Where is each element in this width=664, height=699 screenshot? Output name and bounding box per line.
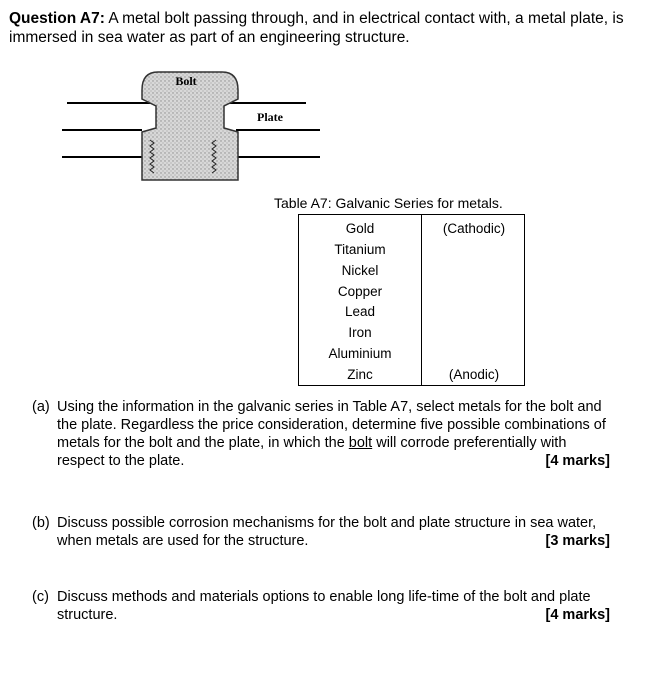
bolt bbox=[142, 72, 238, 180]
metal-row: Nickel bbox=[341, 263, 379, 278]
metal-row: Titanium bbox=[334, 242, 386, 257]
table-divider bbox=[421, 215, 422, 385]
metal-row: Copper bbox=[337, 284, 383, 299]
part-b-marks: [3 marks] bbox=[545, 533, 610, 549]
part-b-text: Discuss possible corrosion mechanisms for the bolt and plate structure in sea water, when metals are used for the structure. bbox=[57, 515, 597, 549]
metal-row: Zinc bbox=[347, 367, 373, 382]
part-a-underlined: bolt bbox=[348, 435, 373, 451]
question-label: Question A7: bbox=[9, 10, 105, 27]
bolt-plate-diagram bbox=[0, 0, 664, 200]
question-text: A metal bolt passing through, and in electrical contact with, a metal plate, is immersed in sea water as part of an engineering structure. bbox=[9, 10, 624, 46]
part-c-letter: (c) bbox=[32, 589, 49, 605]
metal-row: Aluminium bbox=[328, 346, 392, 361]
table-caption: Table A7: Galvanic Series for metals. bbox=[274, 195, 503, 211]
galvanic-series-table bbox=[298, 214, 525, 386]
part-c-marks: [4 marks] bbox=[545, 607, 610, 623]
part-b-letter: (b) bbox=[32, 515, 50, 531]
part-a-letter: (a) bbox=[32, 399, 50, 415]
anodic-label: (Anodic) bbox=[448, 367, 500, 382]
part-a bbox=[32, 398, 610, 470]
part-b bbox=[32, 514, 610, 550]
plate-label: Plate bbox=[257, 110, 283, 124]
part-a-marks: [4 marks] bbox=[545, 453, 610, 469]
metal-row: Lead bbox=[344, 304, 376, 319]
part-a-text-after: will corrode preferentially with respect to the plate. bbox=[57, 435, 567, 469]
part-a-text-before: Using the information in the galvanic series in Table A7, select metals for the bolt and the plate. Regardless the price consideration, determine five possible combinations of metals for the bolt and the plate, in which the bbox=[57, 399, 606, 451]
cathodic-label: (Cathodic) bbox=[442, 221, 506, 236]
metal-row: Gold bbox=[345, 221, 375, 236]
metal-row: Iron bbox=[348, 325, 372, 340]
part-c bbox=[32, 588, 610, 624]
bolt-label: Bolt bbox=[175, 74, 197, 88]
part-c-text: Discuss methods and materials options to enable long life-time of the bolt and plate structure. bbox=[57, 589, 591, 623]
